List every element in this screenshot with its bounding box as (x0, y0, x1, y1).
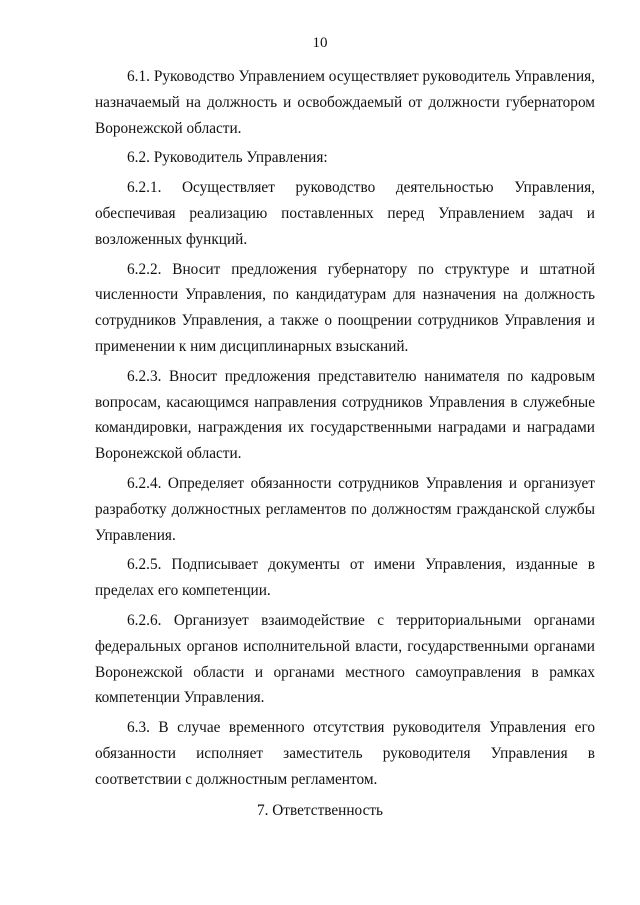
section-heading: 7. Ответственность (256, 802, 384, 819)
paragraph-6-1: 6.1. Руководство Управлением осуществляет руководитель Управления, назначаемый на должность и освобождаемый от должности губернатором Воронежской области. (95, 68, 595, 137)
paragraph-6-3: 6.3. В случае временного отсутствия руководителя Управления его обязанности исполняет заместитель руководителя Управления в соответствии с должностным регламентом. (95, 719, 595, 788)
paragraph-6-2-3: 6.2.3. Вносит предложения представителю нанимателя по кадровым вопросам, касающимся направления сотрудников Управления в служебные командировки, награждения их государственными наградами и наградами Воронежской области. (95, 367, 595, 463)
paragraph-6-2: 6.2. Руководитель Управления: (127, 149, 328, 167)
page-number: 10 (312, 35, 328, 51)
paragraph-6-2-2: 6.2.2. Вносит предложения губернатору по структуре и штатной численности Управления, по кандидатурам для назначения на должность сотрудников Управления, а также о поощрении сотрудников Управления и применении к ним дисциплинарных взысканий. (95, 260, 595, 355)
document-body (95, 64, 595, 797)
paragraph-6-2-4: 6.2.4. Определяет обязанности сотрудников Управления и организует разработку должностных регламентов по должностям гражданской службы Управления. (95, 474, 595, 544)
paragraph-6-2-1: 6.2.1. Осуществляет руководство деятельностью Управления, обеспечивая реализацию поставленных перед Управлением задач и возложенных функций. (95, 179, 595, 248)
paragraph-6-2-5: 6.2.5. Подписывает документы от имени Управления, изданные в пределах его компетенции. (95, 556, 595, 600)
paragraph-6-2-6: 6.2.6. Организует взаимодействие с территориальными органами федеральных органов исполнительной власти, государственными органами Воронежской области и органами местного самоуправления в рамках компетенции Управления. (95, 611, 595, 707)
